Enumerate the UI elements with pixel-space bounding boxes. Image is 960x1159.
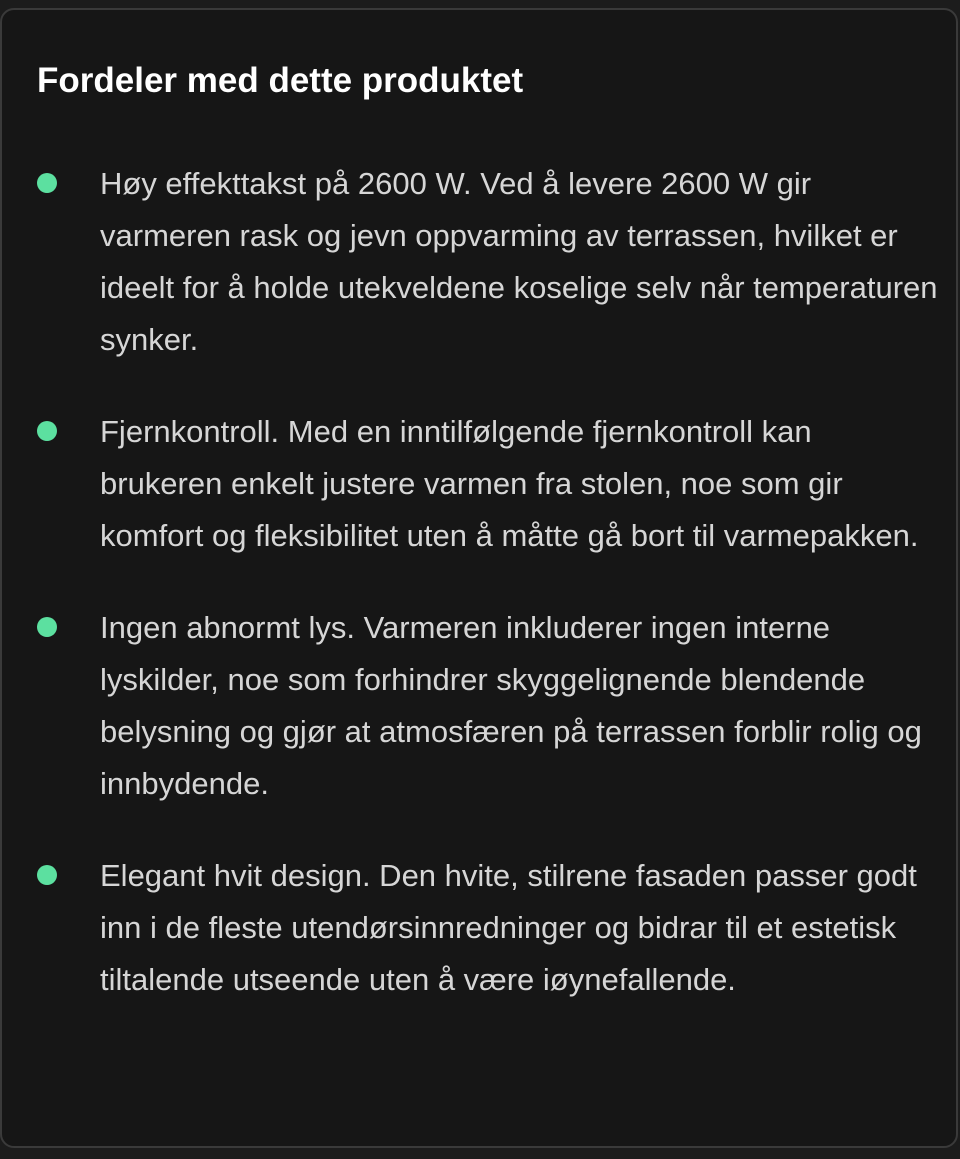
list-item	[2, 406, 960, 562]
list-item	[2, 158, 960, 366]
bullet-dot-icon	[37, 617, 57, 637]
benefit-text: Elegant hvit design. Den hvite, stilrene fasaden passer godt inn i de fleste utendørsinnredninger og bidrar til et estetisk tiltalende utseende uten å være iøynefallende.	[100, 858, 917, 997]
benefits-card	[0, 8, 958, 1148]
bullet-dot-icon	[37, 865, 57, 885]
list-item	[2, 850, 960, 1006]
section-title: Fordeler med dette produktet	[37, 61, 524, 100]
benefits-list	[2, 158, 960, 1046]
benefit-text: Fjernkontroll. Med en inntilfølgende fjernkontroll kan brukeren enkelt justere varmen fra stolen, noe som gir komfort og fleksibilitet uten å måtte gå bort til varmepakken.	[100, 414, 919, 553]
list-item	[2, 602, 960, 810]
benefit-text: Ingen abnormt lys. Varmeren inkluderer ingen interne lyskilder, noe som forhindrer skyggelignende blendende belysning og gjør at atmosfæren på terrassen forblir rolig og innbydende.	[100, 610, 922, 801]
benefit-text: Høy effekttakst på 2600 W. Ved å levere 2600 W gir varmeren rask og jevn oppvarming av terrassen, hvilket er ideelt for å holde utekveldene koselige selv når temperaturen synker.	[100, 166, 938, 357]
bullet-dot-icon	[37, 173, 57, 193]
bullet-dot-icon	[37, 421, 57, 441]
